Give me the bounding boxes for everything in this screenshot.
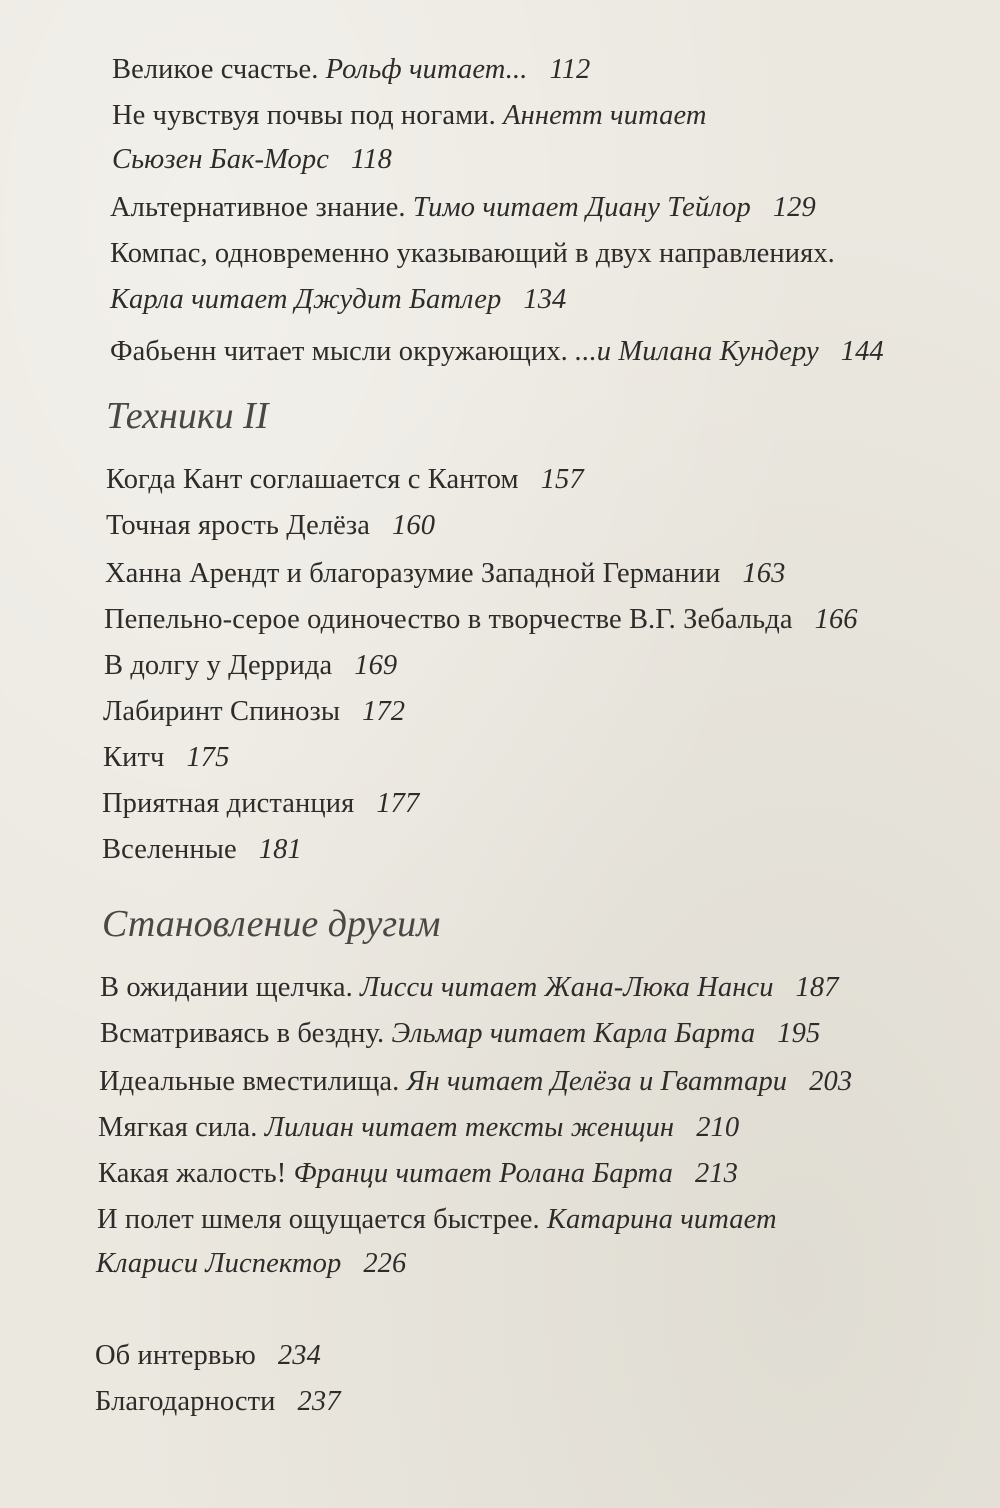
entry-subtitle: Эльмар читает Карла Барта [391, 1018, 756, 1049]
toc-entry [103, 694, 405, 730]
page-number: 134 [523, 284, 567, 315]
entry-title: Не чувствуя почвы под ногами. [112, 100, 504, 131]
page-number: 181 [258, 834, 302, 865]
toc-entry [112, 98, 707, 134]
entry-title: Об интервью [95, 1340, 256, 1371]
toc-entry [103, 740, 230, 776]
toc-entry [95, 1384, 341, 1420]
toc-entry-continuation [112, 142, 392, 178]
page-number: 157 [540, 464, 584, 495]
entry-subtitle: Катарина читает [546, 1204, 777, 1235]
entry-subtitle: Тимо читает Диану Тейлор [412, 192, 751, 223]
entry-title: И полет шмеля ощущается быстрее. [97, 1204, 547, 1235]
entry-title: Компас, одновременно указывающий в двух направлениях. [110, 238, 835, 269]
toc-entry [97, 1202, 777, 1238]
toc-entry-continuation [110, 282, 566, 318]
entry-title: Лабиринт Спинозы [103, 696, 341, 727]
toc-entry [112, 52, 590, 88]
entry-subtitle: Карла читает Джудит Батлер [110, 284, 502, 315]
toc-entry [104, 602, 858, 638]
page-number: 169 [354, 650, 398, 681]
toc-entry [99, 1064, 852, 1100]
entry-title: Точная ярость Делёза [106, 510, 371, 541]
entry-subtitle: Рольф читает... [325, 54, 528, 85]
page-number: 129 [772, 192, 816, 223]
entry-title: Фабьенн читает мысли окружающих. [110, 336, 576, 367]
page-number: 195 [777, 1018, 821, 1049]
section-heading: Становление другим [102, 903, 441, 945]
page-number: 203 [809, 1066, 853, 1097]
entry-title: Всматриваясь в бездну. [100, 1018, 392, 1049]
page-number: 226 [363, 1248, 407, 1279]
entry-title: Благодарности [95, 1386, 276, 1417]
toc-entry [105, 556, 786, 592]
entry-title: Пепельно-серое одиночество в творчестве В.Г. Зебальда [104, 604, 793, 635]
toc-entry [106, 508, 435, 544]
page-number: 177 [376, 788, 420, 819]
entry-title: Мягкая сила. [98, 1112, 265, 1143]
page-number: 234 [277, 1340, 321, 1371]
section-heading: Техники II [106, 395, 269, 437]
toc-entry [110, 236, 835, 272]
page-number: 237 [297, 1386, 341, 1417]
toc-entry [110, 190, 816, 226]
page-number: 175 [186, 742, 230, 773]
toc-entry [102, 832, 302, 868]
page-number: 112 [549, 54, 591, 85]
toc-entry [98, 1156, 738, 1192]
entry-subtitle: Сьюзен Бак-Морс [112, 144, 329, 175]
toc-entry [102, 786, 419, 822]
toc-entry-continuation [96, 1246, 406, 1282]
entry-title: Какая жалость! [98, 1158, 294, 1189]
page-number: 187 [795, 972, 839, 1003]
entry-title: Китч [103, 742, 165, 773]
entry-title: В ожидании щелчка. [100, 972, 361, 1003]
toc-entry [95, 1338, 321, 1374]
page-number: 144 [840, 336, 884, 367]
entry-subtitle: Клариси Лиспектор [96, 1248, 342, 1279]
toc-entry [110, 334, 884, 370]
entry-subtitle: ...и Милана Кундеру [575, 336, 819, 367]
page-number: 163 [742, 558, 786, 589]
entry-title: Ханна Арендт и благоразумие Западной Германии [105, 558, 721, 589]
entry-subtitle: Лилиан читает тексты женщин [264, 1112, 675, 1143]
entry-title: Вселенные [102, 834, 237, 865]
entry-subtitle: Аннетт читает [503, 100, 707, 131]
entry-subtitle: Ян читает Делёза и Гваттари [406, 1066, 788, 1097]
page-number: 166 [814, 604, 858, 635]
page-number: 172 [362, 696, 406, 727]
entry-title: Великое счастье. [112, 54, 326, 85]
page-number: 118 [350, 144, 392, 175]
toc-entry [104, 648, 397, 684]
entry-title: Идеальные вместилища. [99, 1066, 407, 1097]
entry-title: В долгу у Деррида [104, 650, 333, 681]
entry-title: Приятная дистанция [102, 788, 355, 819]
toc-entry [98, 1110, 739, 1146]
toc-entry [100, 1016, 820, 1052]
entry-subtitle: Франци читает Ролана Барта [293, 1158, 673, 1189]
page-number: 210 [696, 1112, 740, 1143]
page-number: 213 [694, 1158, 739, 1189]
toc-entry [100, 970, 839, 1006]
entry-subtitle: Лисси читает Жана-Люка Нанси [360, 972, 774, 1003]
entry-title: Альтернативное знание. [110, 192, 413, 223]
page-number: 160 [392, 510, 436, 541]
entry-title: Когда Кант соглашается с Кантом [106, 464, 519, 495]
toc-entry [106, 462, 584, 498]
